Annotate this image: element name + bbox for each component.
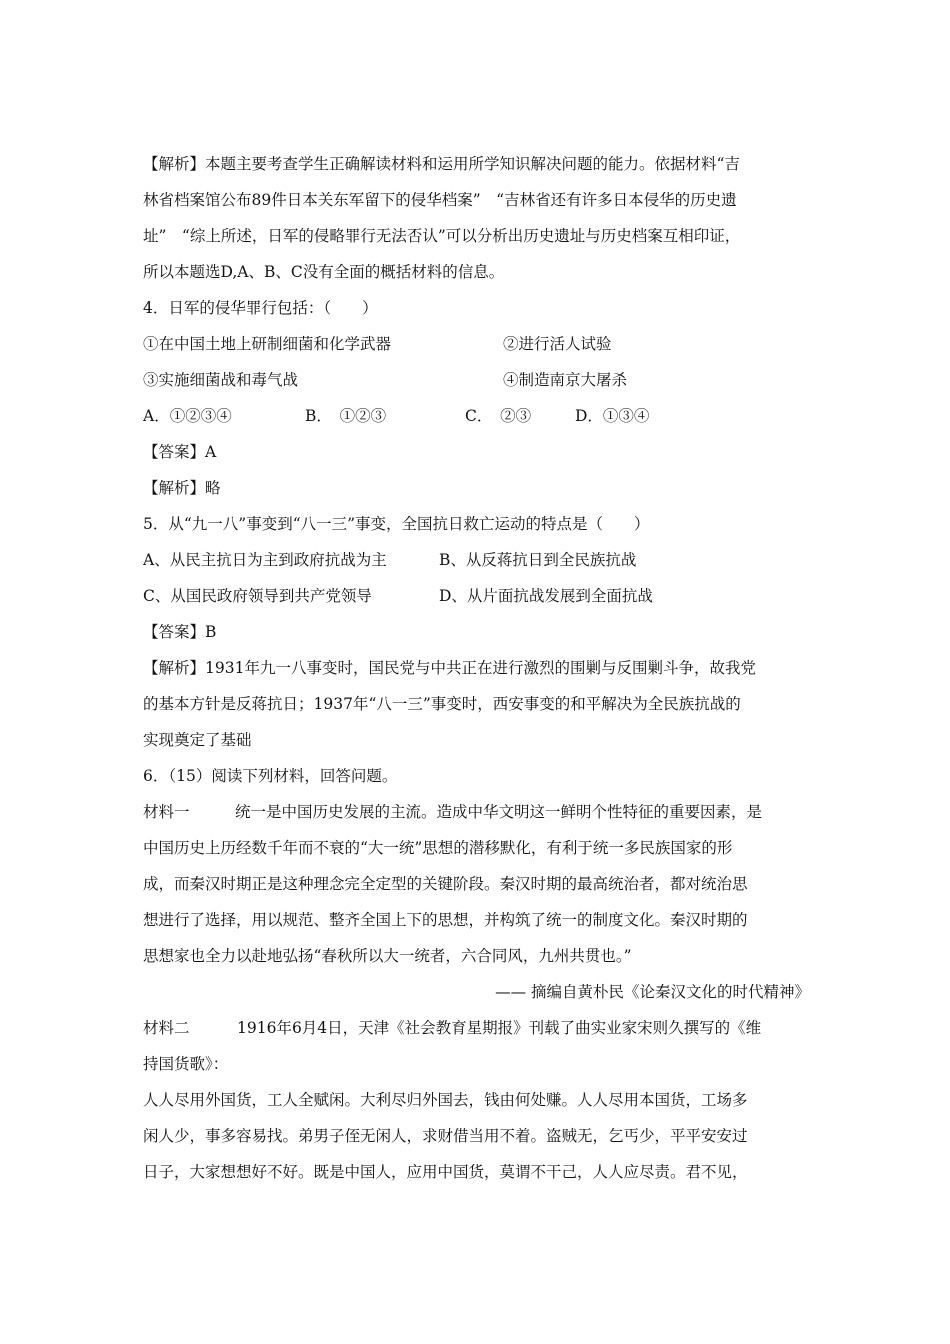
q6-material-1-text: 统一是中国历史发展的主流。造成中华文明这一鲜明个性特征的重要因素，是 [235, 803, 763, 821]
q6-material-1-label: 材料一 [143, 803, 190, 821]
q4-item-1: ①在中国土地上研制细菌和化学武器 [143, 335, 392, 353]
q5-answer: 【答案】B [143, 623, 217, 641]
q3-analysis-line: 【解析】本题主要考查学生正确解读材料和运用所学知识解决问题的能力。依据材料“吉 [143, 155, 740, 173]
q5-options-row [143, 578, 810, 614]
q4-items-row [143, 326, 810, 362]
q5-stem: 5．从“九一八”事变到“八一三”事变，全国抗日救亡运动的特点是（ ） [143, 515, 650, 533]
q4-option-d: D．①③④ [575, 407, 650, 425]
q4-option-c: C． ②③ [465, 407, 532, 425]
q4-item-2: ②进行活人试验 [503, 335, 612, 353]
q5-analysis-line: 实现奠定了基础 [143, 731, 252, 749]
q4-option-a: A．①②③④ [143, 407, 232, 425]
q4-stem: 4．日军的侵华罪行包括：（ ） [143, 299, 378, 317]
q6-material-1-line: 成，而秦汉时期正是这种理念完全定型的关键阶段。秦汉时期的最高统治者，都对统治思 [143, 875, 748, 893]
q6-stem: 6．（15）阅读下列材料，回答问题。 [143, 767, 398, 785]
q6-material-2-line: 持国货歌》： [143, 1055, 229, 1073]
q6-material-2-line: 日子，大家想想好不好。既是中国人，应用中国货，莫谓不干己，人人应尽责。君不见， [143, 1163, 748, 1181]
q4-option-b: B． ①②③ [305, 407, 387, 425]
q3-analysis-line: 址” “综上所述，日军的侵略罪行无法否认”可以分析出历史遗址与历史档案互相印证， [143, 227, 741, 245]
q6-material-1-line: 思想家也全力以赴地弘扬“春秋所以大一统者，六合同风，九州共贯也。” [143, 947, 632, 965]
q4-item-4: ④制造南京大屠杀 [503, 371, 628, 389]
q3-analysis-line: 林省档案馆公布89件日本关东军留下的侵华档案” “吉林省还有许多日本侵华的历史遗 [143, 191, 737, 209]
q5-option-b: B、从反蒋抗日到全民族抗战 [439, 551, 637, 569]
q6-material-2-line: 闲人少，事多容易找。弟男子侄无闲人，求财借当用不着。盗贼无，乞丐少，平平安安过 [143, 1127, 748, 1145]
q5-option-a: A、从民主抗日为主到政府抗战为主 [143, 551, 387, 569]
q4-options-row [143, 398, 810, 434]
q6-material-1-line: 想进行了选择，用以规范、整齐全国上下的思想，并构筑了统一的制度文化。秦汉时期的 [143, 911, 748, 929]
q4-answer: 【答案】A [143, 443, 217, 461]
q3-analysis-line: 所以本题选D,A、B、C没有全面的概括材料的信息。 [143, 263, 505, 281]
q5-option-c: C、从国民政府领导到共产党领导 [143, 587, 372, 605]
q6-material-2-text: 1916年6月4日，天津《社会教育星期报》刊载了曲实业家宋则久撰写的《维 [237, 1019, 762, 1037]
q4-items-row [143, 362, 810, 398]
q5-option-d: D、从片面抗战发展到全面抗战 [439, 587, 653, 605]
q6-material-2-label: 材料二 [143, 1019, 190, 1037]
q6-material-2-line: 人人尽用外国货，工人全赋闲。大利尽归外国去，钱由何处赚。人人尽用本国货，工场多 [143, 1091, 748, 1109]
q5-analysis-line: 【解析】1931年九一八事变时，国民党与中共正在进行激烈的围剿与反围剿斗争，故我党 [143, 659, 756, 677]
q6-material-1-line: 中国历史上历经数千年而不衰的“大一统”思想的潜移默化，有利于统一多民族国家的形 [143, 839, 733, 857]
q6-material-2-line [143, 1010, 810, 1046]
q5-options-row [143, 542, 810, 578]
q4-item-3: ③实施细菌战和毒气战 [143, 371, 299, 389]
document-body [143, 146, 810, 1190]
q6-material-1-line [143, 794, 810, 830]
q5-analysis-line: 的基本方针是反蒋抗日；1937年“八一三”事变时，西安事变的和平解决为全民族抗战的 [143, 695, 741, 713]
q4-analysis: 【解析】略 [143, 479, 221, 497]
q6-material-1-source: —— 摘编自黄朴民《论秦汉文化的时代精神》 [495, 983, 810, 1001]
